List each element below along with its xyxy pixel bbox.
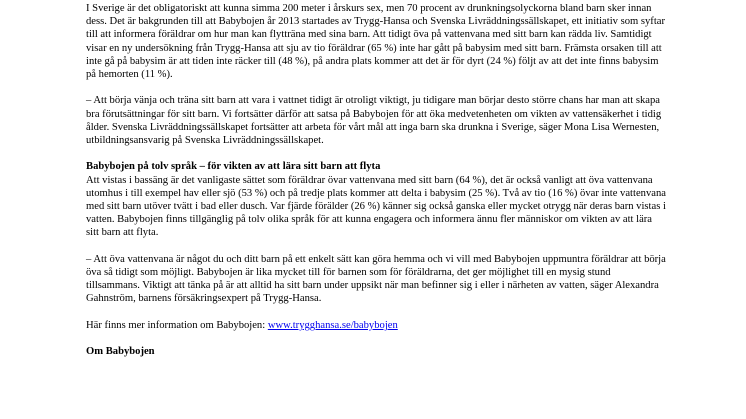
babybojen-link[interactable]: www.trygghansa.se/babybojen — [267, 319, 398, 331]
paragraph-spacer — [86, 332, 666, 345]
paragraph-spacer — [86, 81, 666, 94]
section-body-paragraph: Att vistas i bassäng är det vanligaste sättet som föräldrar övar vattenvana med sitt barn (64 %), det är också vanligt att öva vattenvana utomhus i till exempel hav eller sjö (53 %) och på tredje plats kommer att delta i babysim (25 %). Två av tio (16 %) övar inte vattenvana med sitt barn utöver tvätt i bad eller dusch. Var fjärde förälder (26 %) känner sig också ganska eller mycket otrygg när deras barn vistas i vatten. Babybojen finns tillgänglig på tolv olika språk för att kunna engagera och informera ännu fler människor om vikten av att lära sitt barn att flyta. — [86, 174, 666, 239]
paragraph-spacer — [86, 147, 666, 160]
paragraph-spacer — [86, 240, 666, 253]
more-info-text: Här finns mer information om Babybojen: — [86, 319, 268, 331]
more-info-paragraph — [86, 319, 666, 332]
quote-paragraph-2: – Att öva vattenvana är något du och ditt barn på ett enkelt sätt kan göra hemma och vi vill med Babybojen uppmuntra föräldrar att börja öva så tidigt som möjligt. Babybojen är lika mycket till för barnen som för föräldrarna, det ger möjlighet till en mysig stund tillsammans. Viktigt att tänka på är att alltid ha sitt barn under uppsikt när man befinner sig i eller i närheten av vatten, säger Alexandra Gahnström, barnens försäkringsexpert på Trygg-Hansa. — [86, 253, 666, 305]
document-page — [86, 2, 666, 358]
section-heading-om-babybojen: Om Babybojen — [86, 346, 155, 358]
section-heading-babybojen-languages: Babybojen på tolv språk – för vikten av att lära sitt barn att flyta — [86, 161, 381, 173]
paragraph-spacer — [86, 306, 666, 319]
quote-paragraph-1: – Att börja vänja och träna sitt barn att vara i vattnet tidigt är otroligt viktigt, ju tidigare man börjar desto större chans har man att skapa bra förutsättningar för sitt barn. Vi fortsätter därför att satsa på Babybojen för att öka medvetenheten om vikten av vattensäkerhet i tidig ålder. Svenska Livräddningssällskapet fortsätter att arbeta för vårt mål att inga barn ska drunkna i Sverige, säger Mona Lisa Wernesten, utbildningsansvarig på Svenska Livräddningssällskapet. — [86, 95, 662, 147]
intro-paragraph: I Sverige är det obligatoriskt att kunna simma 200 meter i årskurs sex, men 70 procent av drunkningsolyckorna bland barn sker innan dess. Det är bakgrunden till att Babybojen år 2013 startades av Trygg-Hansa och Svenska Livräddningssällskapet, ett initiativ som syftar till att informera föräldrar om hur man kan flytträna med sina barn. Att tidigt öva på vattenvana med sitt barn kan rädda liv. Samtidigt visar en ny undersökning från Trygg-Hansa att sju av tio föräldrar (65 %) inte har gått på babysim med sitt barn. Främsta orsaken till att inte gå på babysim är att tiden inte räcker till (48 %), på andra plats kommer att det är för dyrt (24 %) följt av att det inte finns babysim på hemorten (11 %). — [86, 3, 666, 81]
